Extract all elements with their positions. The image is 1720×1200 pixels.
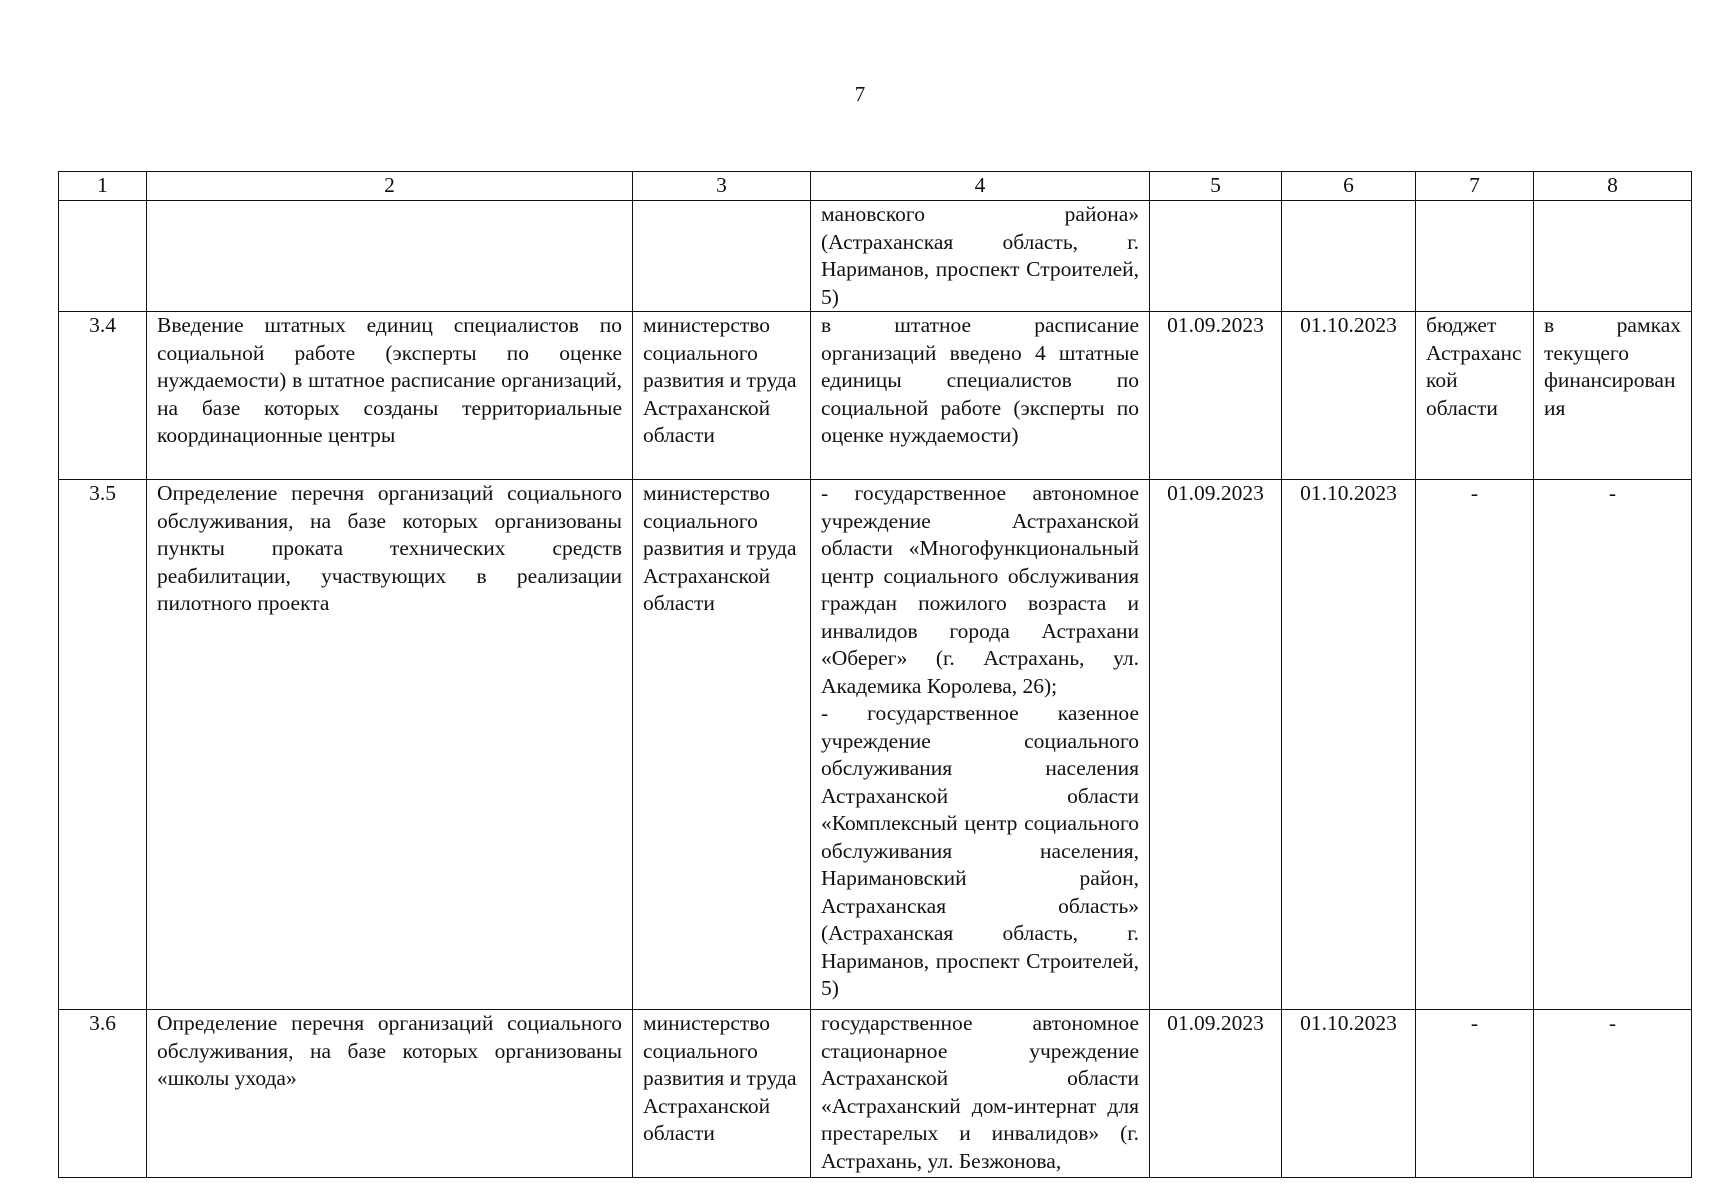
start-date-cell: 01.09.2023 [1150, 312, 1282, 480]
header-col-6: 6 [1282, 172, 1416, 201]
table-row [59, 1010, 1692, 1178]
result-cell [811, 201, 1150, 312]
result-cell [811, 312, 1150, 480]
header-col-7: 7 [1416, 172, 1534, 201]
result-text: мановского района» (Астраханская область, г. Нариманов, проспект Строителей, 5) [821, 202, 1139, 309]
financing-cell [1534, 201, 1692, 312]
header-col-2: 2 [147, 172, 633, 201]
financing-cell: - [1534, 480, 1692, 1010]
header-col-8: 8 [1534, 172, 1692, 201]
result-cell [811, 480, 1150, 1010]
start-date-cell: 01.09.2023 [1150, 480, 1282, 1010]
executor-cell [633, 201, 811, 312]
header-col-3: 3 [633, 172, 811, 201]
action-plan-table [58, 171, 1692, 1178]
action-cell: Введение штатных единиц специалистов по социальной работе (эксперты по оценке нуждаемости) в штатное расписание организаций, на базе которых созданы территориальные координационные центры [147, 312, 633, 480]
start-date-cell: 01.09.2023 [1150, 1010, 1282, 1178]
funding-source-cell: - [1416, 1010, 1534, 1178]
table-header-row [59, 172, 1692, 201]
header-col-4: 4 [811, 172, 1150, 201]
funding-source-cell [1416, 201, 1534, 312]
funding-source-cell: - [1416, 480, 1534, 1010]
result-text: - государственное казенное учреждение социального обслуживания населения Астраханской области «Комплексный центр социального обслуживания населения, Наримановский район, Астраханская область» (Астраханская область, г. Нариманов, проспект Строителей, 5) [821, 701, 1139, 1000]
table-row [59, 312, 1692, 480]
result-text: государственное автономное стационарное учреждение Астраханской области «Астраханский дом-интернат для престарелых и инвалидов» (г. Астрахань, ул. Безжонова, [821, 1011, 1139, 1173]
action-cell: Определение перечня организаций социального обслуживания, на базе которых организованы пункты проката технических средств реабилитации, участвующих в реализации пилотного проекта [147, 480, 633, 1010]
page-number: 7 [854, 82, 866, 106]
end-date-cell: 01.10.2023 [1282, 312, 1416, 480]
end-date-cell: 01.10.2023 [1282, 1010, 1416, 1178]
end-date-cell [1282, 201, 1416, 312]
result-text: - государственное автономное учреждение Астраханской области «Многофункциональный центр социального обслуживания граждан пожилого возраста и инвалидов города Астрахани «Оберег» (г. Астрахань, ул. Академика Королева, 26); [821, 481, 1139, 698]
start-date-cell [1150, 201, 1282, 312]
table-row [59, 201, 1692, 312]
financing-cell: в рамках текущего финансирования [1534, 312, 1692, 480]
row-number: 3.6 [59, 1010, 147, 1178]
header-col-1: 1 [59, 172, 147, 201]
row-number: 3.4 [59, 312, 147, 480]
result-cell [811, 1010, 1150, 1178]
row-number [59, 201, 147, 312]
row-number: 3.5 [59, 480, 147, 1010]
executor-cell: министерство социального развития и труда Астраханской области [633, 1010, 811, 1178]
table-row [59, 480, 1692, 1010]
header-col-5: 5 [1150, 172, 1282, 201]
executor-cell: министерство социального развития и труда Астраханской области [633, 312, 811, 480]
result-text: в штатное расписание организаций введено 4 штатные единицы специалистов по социальной работе (эксперты по оценке нуждаемости) [821, 313, 1139, 447]
executor-cell: министерство социального развития и труда Астраханской области [633, 480, 811, 1010]
action-cell [147, 201, 633, 312]
funding-source-cell: бюджет Астраханской области [1416, 312, 1534, 480]
end-date-cell: 01.10.2023 [1282, 480, 1416, 1010]
action-cell: Определение перечня организаций социального обслуживания, на базе которых организованы «школы ухода» [147, 1010, 633, 1178]
financing-cell: - [1534, 1010, 1692, 1178]
